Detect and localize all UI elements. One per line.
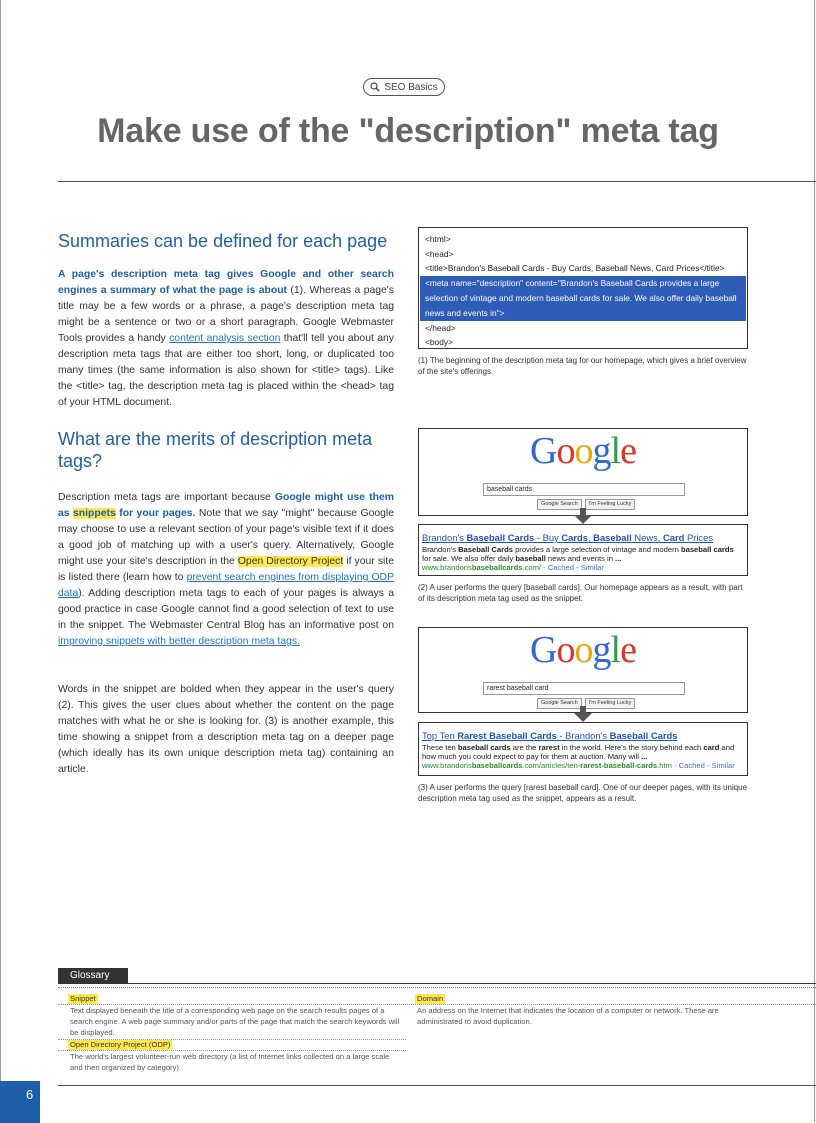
result-url-text (422, 761, 672, 770)
glossary-bottom-rule (58, 1085, 816, 1086)
logo-letter: o (574, 430, 593, 472)
text-run: .htm (657, 761, 672, 770)
body-text: Description meta tags are important because (58, 492, 275, 503)
cached-similar-links[interactable]: - Cached - Similar (671, 761, 735, 770)
title-divider (58, 181, 816, 182)
feeling-lucky-button[interactable]: I'm Feeling Lucky (585, 499, 636, 510)
bold-match-text: Cards (561, 532, 588, 543)
google-logo (419, 628, 747, 672)
text-run: and how much you could expect to pay for them at auction. Many will (422, 743, 735, 761)
arrow-down-icon (574, 706, 592, 722)
body-text: Note that we say "might" because Google may choose to use a relevant section of your page's visible text if it does a good job of matching up with a user's query. Alternatively, Google might use your site's description in the (58, 508, 395, 567)
text-run: Brandon's (422, 545, 459, 554)
code-line: <head> (425, 248, 454, 259)
page-title: Make use of the "description" meta tag (97, 112, 719, 150)
text-run: Brandon's (422, 532, 467, 543)
text-run: , (587, 532, 594, 543)
search-result-1 (418, 524, 748, 576)
code-line: <title>Brandon's Baseball Cards - Buy Cards, Baseball News, Card Prices</title> (425, 263, 725, 274)
text-run: are the (510, 743, 539, 752)
text-run: provides a large selection of vintage and modern (512, 545, 681, 554)
cached-similar-links[interactable]: - Cached - Similar (541, 563, 604, 572)
text-run: .com/articles/ten- (522, 761, 581, 770)
google-search-box-2 (418, 627, 748, 713)
feeling-lucky-button[interactable]: I'm Feeling Lucky (585, 698, 636, 709)
bold-match-text: rarest-baseball-cards (580, 761, 658, 770)
google-search-button[interactable]: Google Search (537, 499, 582, 510)
code-line: <body> (425, 337, 453, 348)
search-input[interactable]: rarest baseball card (483, 682, 685, 695)
glossary-highlight-odp: Open Directory Project (237, 556, 344, 567)
google-search-box-1 (418, 428, 748, 516)
bold-match-text: baseball cards (457, 743, 511, 752)
bold-match-text: baseballcards (471, 761, 523, 770)
logo-letter: o (574, 629, 593, 671)
glossary-def-snippet: Text displayed beneath the title of a corresponding web page on the search results pages of a search engine. A web page summary and/or parts of the page that match the search keywords will be displayed. (70, 1006, 400, 1037)
text-run: news and events in (545, 554, 616, 563)
result-url (422, 761, 743, 770)
result-snippet (422, 545, 743, 563)
glossary-def-domain: An address on the Internet that indicates the location of a computer or network. These are administrated to avoid duplication. (417, 1006, 719, 1026)
text-run: News, (631, 532, 663, 543)
result-url (422, 563, 743, 572)
search-input[interactable]: baseball cards (483, 483, 685, 496)
result-title-link[interactable] (422, 730, 743, 742)
text-run: - Buy (534, 532, 562, 543)
text-run: Top Ten (422, 730, 458, 741)
body-text: (1). Whereas a page's title may be a few words or a phrase, a page's description meta tag might be a sentence or two or a short paragraph. Google Webmaster Tools provides a handy (58, 285, 394, 344)
logo-letter: l (610, 430, 621, 472)
section-badge (363, 78, 445, 96)
bold-match-text: Baseball Cards (458, 545, 513, 554)
glossary-highlight-snippets: snippets (73, 508, 116, 519)
logo-letter: e (620, 430, 636, 472)
google-search-button[interactable]: Google Search (537, 698, 582, 709)
glossary-term-odp: Open Directory Project (ODP) (70, 1040, 171, 1049)
bold-match-text: ... (615, 554, 622, 563)
bold-match-text: Baseball Cards (466, 532, 535, 543)
code-line: <html> (425, 234, 451, 244)
paragraph-summaries (58, 267, 394, 411)
body-text: that'll tell you about any description meta tags that are either too short, long, or duplicated too many times (the same information is also shown for <title> tags). Like the <title> tag, the description meta tag is placed within the <head> tag of your HTML document. (58, 333, 394, 408)
section-heading-merits: What are the merits of description meta tags? (58, 429, 373, 471)
body-text: if your site is listed there (learn how to (58, 556, 394, 583)
search-icon (370, 82, 380, 92)
bold-match-text: Baseball (593, 532, 632, 543)
code-sample-box (418, 227, 748, 349)
section-heading-summaries: Summaries can be defined for each page (58, 231, 388, 251)
result-title-link[interactable] (422, 532, 743, 544)
logo-letter: g (592, 629, 611, 671)
logo-letter: o (556, 430, 575, 472)
glossary-tab: Glossary (58, 968, 128, 983)
glossary-term-domain: Domain (417, 994, 444, 1003)
paragraph-bolded-words: Words in the snippet are bolded when they appear in the user's query (2). This gives the user clues about whether the content on the page matches with what he or she is looking for. (3) is another example, this time showing a snippet from a description meta tag on a deeper page (which ideally has its own unique description meta tag) containing an article. (58, 684, 394, 775)
text-run: .com/ (522, 563, 542, 572)
body-text: ). Adding description meta tags to each of your pages is always a good practice in case Google cannot find a good selection of text to use in the snippet. The Webmaster Central Blog has an informative post on (58, 588, 394, 631)
logo-letter: g (592, 430, 611, 472)
logo-letter: G (530, 629, 557, 671)
bold-match-text: ... (641, 752, 648, 761)
text-run: www.brandons (422, 761, 472, 770)
bold-match-text: Rarest Baseball Cards (457, 730, 557, 741)
text-run: www.brandons (422, 563, 472, 572)
logo-letter: G (530, 430, 557, 472)
page-number: 6 (26, 1087, 34, 1102)
result-snippet (422, 743, 743, 761)
bold-match-text: baseball cards (680, 545, 734, 554)
bold-match-text: Card (663, 532, 685, 543)
search-result-2 (418, 722, 748, 776)
logo-letter: e (620, 629, 636, 671)
paragraph-merits (58, 490, 394, 650)
figure1-caption: (1) The beginning of the description meta tag for our homepage, which gives a brief overview of the site's offerings. (418, 356, 747, 376)
text-run: for sale. We also offer daily (422, 554, 516, 563)
result-url-text (422, 563, 541, 572)
figure2-caption: (2) A user performs the query [baseball cards]. Our homepage appears as a result, with part of its description meta tag used as the snippet. (418, 583, 743, 603)
code-selected-meta: <meta name="description" content="Brandon's Baseball Cards provides a large selection of vintage and modern baseball cards for sale. We also offer daily baseball news and events in"> (420, 276, 746, 321)
bold-match-text: card (703, 743, 720, 752)
logo-letter: o (556, 629, 575, 671)
bold-match-text: baseball (515, 554, 546, 563)
glossary-def-odp: The world's largest volunteer-run web directory (a list of Internet links collected on a large scale and then organized by category). (70, 1052, 390, 1072)
glossary-divider-dotted (58, 987, 816, 988)
badge-label: SEO Basics (384, 81, 438, 93)
emphasis-text: for your pages. (115, 508, 196, 519)
link-content-analysis[interactable]: content analysis section (169, 333, 281, 344)
page-number-tab (0, 1081, 40, 1123)
arrow-down-icon (574, 508, 592, 524)
bold-match-text: baseballcards (471, 563, 523, 572)
emphasis-text: Google might use them as (58, 492, 394, 519)
code-line: </head> (425, 322, 456, 333)
emphasis-text: A page's description meta tag gives Google and other search engines a summary of what the page is about (58, 269, 394, 296)
text-run: in the world. Here's the story behind each (559, 743, 704, 752)
link-prevent-odp[interactable]: prevent search engines from displaying ODP data (58, 572, 394, 599)
link-improving-snippets[interactable]: improving snippets with better description meta tags. (58, 636, 300, 647)
glossary-term-snippet: Snippet (70, 994, 96, 1003)
glossary-divider (58, 983, 816, 984)
google-logo (419, 429, 747, 473)
text-run: - Brandon's (556, 730, 610, 741)
bold-match-text: Baseball Cards (609, 730, 678, 741)
figure3-caption: (3) A user performs the query [rarest baseball card]. One of our deeper pages, with its unique description meta tag used as the snippet, appears as a result. (418, 783, 748, 803)
logo-letter: l (610, 629, 621, 671)
bold-match-text: rarest (538, 743, 560, 752)
text-run: Prices (684, 532, 714, 543)
text-run: These ten (422, 743, 458, 752)
